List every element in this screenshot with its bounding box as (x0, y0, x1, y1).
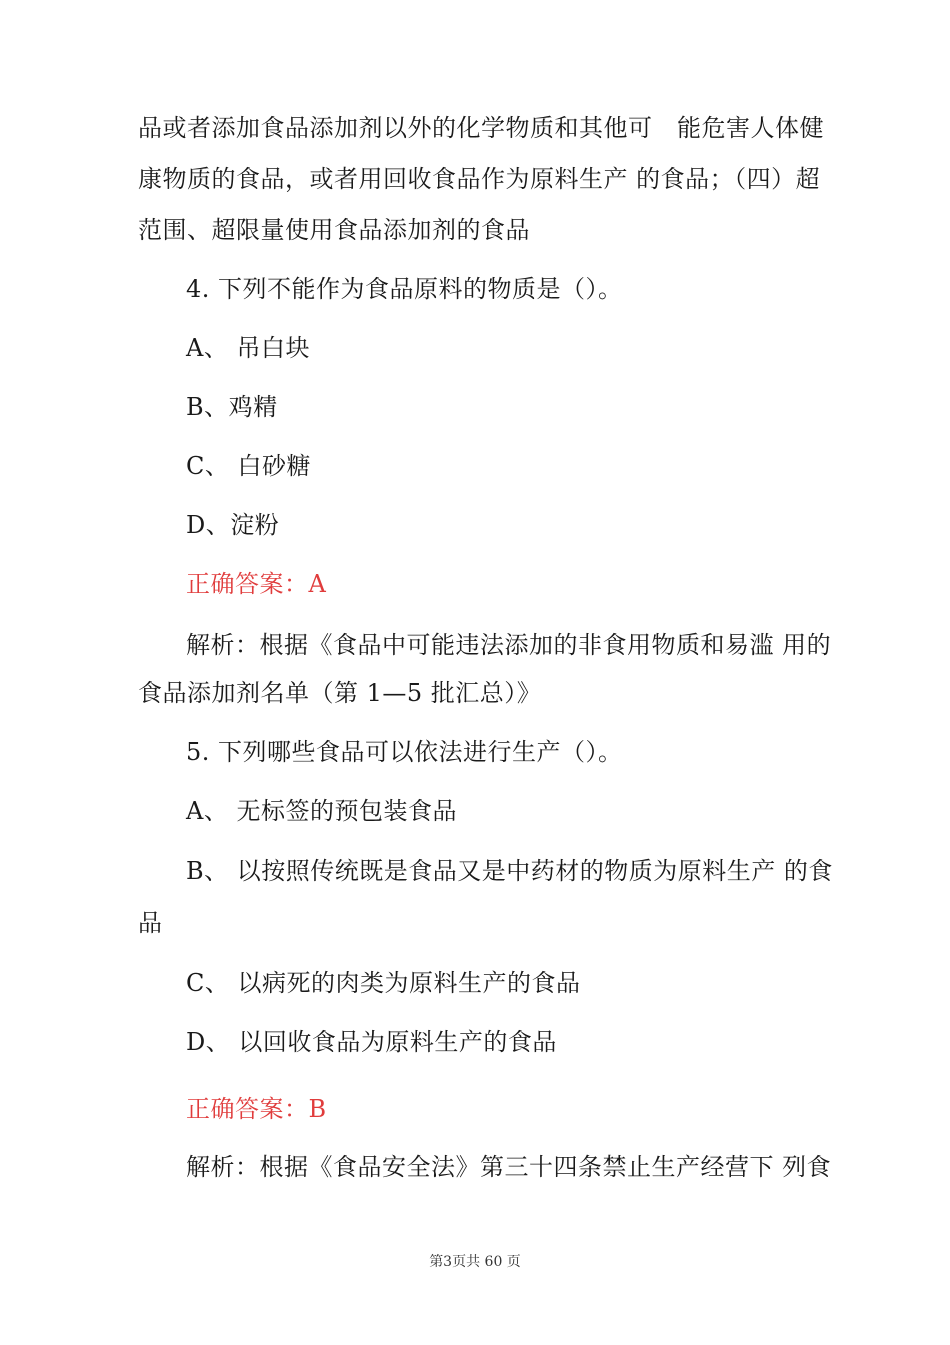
paragraph-line: 品或者添加食品添加剂以外的化学物质和其他可 能危害人体健 (138, 114, 824, 142)
q5-answer: 正确答案：B (186, 1095, 327, 1123)
question-4: 4. 下列不能作为食品原料的物质是（）。 (186, 275, 623, 303)
q4-answer: 正确答案：A (186, 570, 327, 598)
q5-option-b-continued: 品 (138, 909, 163, 937)
q5-analysis-line: 解析：根据《食品安全法》第三十四条禁止生产经营下 列食 (186, 1153, 832, 1181)
q4-option-c: C、 白砂糖 (186, 452, 311, 480)
paragraph-line: 康物质的食品，或者用回收食品作为原料生产 的食品；（四）超 (138, 165, 821, 193)
q4-analysis-line: 解析：根据《食品中可能违法添加的非食用物质和易滥 用的 (186, 631, 832, 659)
q5-option-a: A、 无标签的预包装食品 (186, 797, 457, 825)
page-number: 第3页共 60 页 (429, 1254, 521, 1270)
q4-option-b: B、鸡精 (186, 393, 278, 421)
q4-analysis-line: 食品添加剂名单（第 1—5 批汇总）》 (138, 679, 542, 707)
question-5: 5. 下列哪些食品可以依法进行生产（）。 (186, 738, 623, 766)
q4-option-d: D、淀粉 (186, 511, 280, 539)
q5-option-c: C、 以病死的肉类为原料生产的食品 (186, 969, 581, 997)
q5-option-b: B、 以按照传统既是食品又是中药材的物质为原料生产 的食 (186, 857, 833, 885)
paragraph-line: 范围、超限量使用食品添加剂的食品 (138, 216, 530, 244)
q4-option-a: A、 吊白块 (186, 334, 310, 362)
q5-option-d: D、 以回收食品为原料生产的食品 (186, 1028, 557, 1056)
